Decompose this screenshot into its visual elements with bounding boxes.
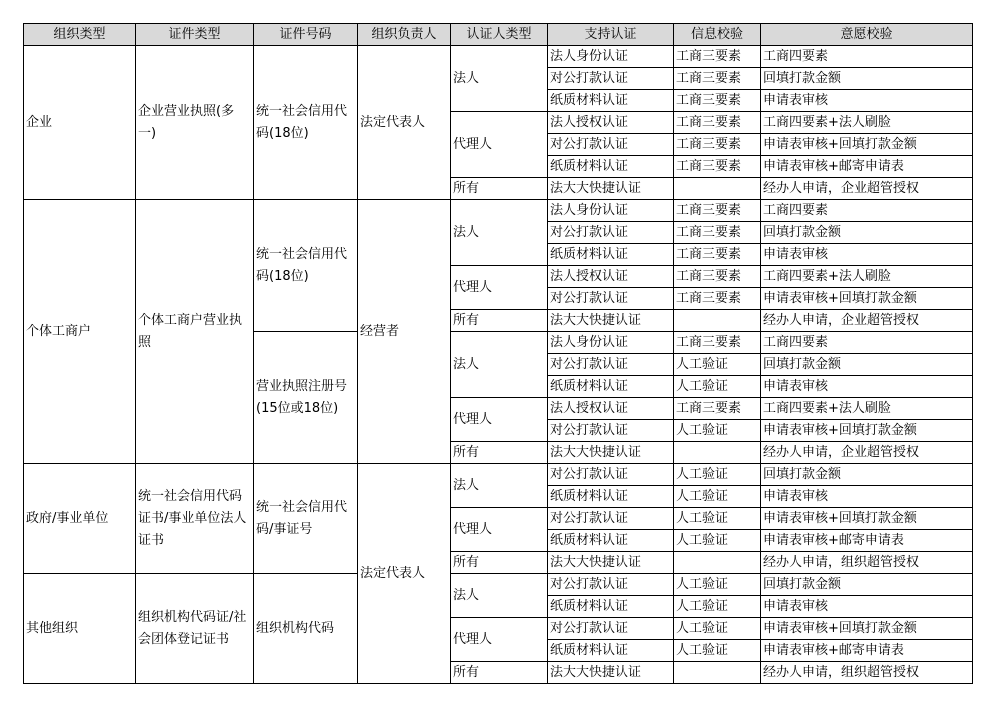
- org-head-cell: 经营者: [358, 200, 451, 464]
- info-cell: 工商三要素: [674, 200, 761, 222]
- table-row: [24, 200, 973, 222]
- info-cell: 工商三要素: [674, 134, 761, 156]
- info-cell: 工商三要素: [674, 332, 761, 354]
- cert-number-cell: 组织机构代码: [254, 574, 358, 684]
- info-cell: 工商三要素: [674, 156, 761, 178]
- role-cell: 法人: [451, 464, 548, 508]
- role-cell: 代理人: [451, 398, 548, 442]
- auth-cell: 法大大快捷认证: [548, 310, 674, 332]
- auth-cell: 法人身份认证: [548, 46, 674, 68]
- info-cell: 人工验证: [674, 464, 761, 486]
- role-cell: 所有: [451, 310, 548, 332]
- will-cell: 回填打款金额: [761, 354, 973, 376]
- info-cell: 人工验证: [674, 376, 761, 398]
- header-org-head: 组织负责人: [358, 24, 451, 46]
- role-cell: 所有: [451, 178, 548, 200]
- auth-cell: 纸质材料认证: [548, 244, 674, 266]
- info-cell: 人工验证: [674, 530, 761, 552]
- will-cell: 申请表审核+邮寄申请表: [761, 530, 973, 552]
- info-cell: [674, 310, 761, 332]
- info-cell: [674, 442, 761, 464]
- role-cell: 所有: [451, 442, 548, 464]
- will-cell: 申请表审核+回填打款金额: [761, 134, 973, 156]
- cert-number-cell: 营业执照注册号(15位或18位): [254, 332, 358, 464]
- will-cell: 工商四要素: [761, 332, 973, 354]
- auth-cell: 法人身份认证: [548, 332, 674, 354]
- will-cell: 回填打款金额: [761, 68, 973, 90]
- auth-cell: 对公打款认证: [548, 134, 674, 156]
- header-org-type: 组织类型: [24, 24, 136, 46]
- will-cell: 经办人申请，企业超管授权: [761, 442, 973, 464]
- auth-cell: 对公打款认证: [548, 464, 674, 486]
- auth-cell: 法大大快捷认证: [548, 178, 674, 200]
- will-cell: 申请表审核+回填打款金额: [761, 618, 973, 640]
- info-cell: 工商三要素: [674, 46, 761, 68]
- will-cell: 经办人申请，组织超管授权: [761, 552, 973, 574]
- info-cell: 工商三要素: [674, 68, 761, 90]
- auth-cell: 纸质材料认证: [548, 376, 674, 398]
- info-cell: 人工验证: [674, 618, 761, 640]
- will-cell: 工商四要素+法人刷脸: [761, 112, 973, 134]
- auth-cell: 纸质材料认证: [548, 156, 674, 178]
- will-cell: 经办人申请，企业超管授权: [761, 310, 973, 332]
- will-cell: 申请表审核+回填打款金额: [761, 288, 973, 310]
- will-cell: 经办人申请，组织超管授权: [761, 662, 973, 684]
- auth-cell: 对公打款认证: [548, 288, 674, 310]
- auth-cell: 法大大快捷认证: [548, 552, 674, 574]
- role-cell: 代理人: [451, 618, 548, 662]
- auth-cell: 纸质材料认证: [548, 640, 674, 662]
- auth-cell: 纸质材料认证: [548, 90, 674, 112]
- role-cell: 法人: [451, 574, 548, 618]
- will-cell: 申请表审核: [761, 596, 973, 618]
- will-cell: 回填打款金额: [761, 464, 973, 486]
- org-type-cell: 政府/事业单位: [24, 464, 136, 574]
- table-row: [24, 46, 973, 68]
- will-cell: 申请表审核: [761, 486, 973, 508]
- info-cell: 人工验证: [674, 420, 761, 442]
- cert-number-cell: 统一社会信用代码(18位): [254, 46, 358, 200]
- will-cell: 工商四要素: [761, 46, 973, 68]
- role-cell: 法人: [451, 332, 548, 398]
- auth-cell: 法大大快捷认证: [548, 442, 674, 464]
- auth-cell: 纸质材料认证: [548, 486, 674, 508]
- info-cell: 人工验证: [674, 354, 761, 376]
- table-row: [24, 464, 973, 486]
- info-cell: 人工验证: [674, 640, 761, 662]
- header-will-check: 意愿校验: [761, 24, 973, 46]
- info-cell: 工商三要素: [674, 112, 761, 134]
- auth-cell: 对公打款认证: [548, 574, 674, 596]
- auth-cell: 法人授权认证: [548, 398, 674, 420]
- header-cert-number: 证件号码: [254, 24, 358, 46]
- table-row: [24, 574, 973, 596]
- will-cell: 回填打款金额: [761, 574, 973, 596]
- auth-cell: 纸质材料认证: [548, 596, 674, 618]
- auth-cell: 对公打款认证: [548, 222, 674, 244]
- info-cell: 工商三要素: [674, 222, 761, 244]
- role-cell: 所有: [451, 552, 548, 574]
- will-cell: 申请表审核: [761, 376, 973, 398]
- auth-cell: 纸质材料认证: [548, 530, 674, 552]
- info-cell: 人工验证: [674, 574, 761, 596]
- header-cert-type: 证件类型: [136, 24, 254, 46]
- info-cell: 人工验证: [674, 596, 761, 618]
- role-cell: 法人: [451, 200, 548, 266]
- auth-cell: 对公打款认证: [548, 354, 674, 376]
- cert-type-cell: 个体工商户营业执照: [136, 200, 254, 464]
- cert-type-cell: 组织机构代码证/社会团体登记证书: [136, 574, 254, 684]
- header-row: [24, 24, 973, 46]
- cert-type-cell: 企业营业执照(多一): [136, 46, 254, 200]
- header-info-check: 信息校验: [674, 24, 761, 46]
- will-cell: 工商四要素+法人刷脸: [761, 398, 973, 420]
- info-cell: 工商三要素: [674, 244, 761, 266]
- cert-number-cell: 统一社会信用代码(18位): [254, 200, 358, 332]
- will-cell: 申请表审核: [761, 90, 973, 112]
- will-cell: 申请表审核+邮寄申请表: [761, 156, 973, 178]
- will-cell: 工商四要素+法人刷脸: [761, 266, 973, 288]
- info-cell: 工商三要素: [674, 90, 761, 112]
- info-cell: 工商三要素: [674, 266, 761, 288]
- role-cell: 代理人: [451, 266, 548, 310]
- will-cell: 工商四要素: [761, 200, 973, 222]
- info-cell: 人工验证: [674, 486, 761, 508]
- auth-cell: 法人身份认证: [548, 200, 674, 222]
- auth-cell: 法人授权认证: [548, 266, 674, 288]
- auth-cell: 法人授权认证: [548, 112, 674, 134]
- role-cell: 法人: [451, 46, 548, 112]
- will-cell: 回填打款金额: [761, 222, 973, 244]
- auth-cell: 对公打款认证: [548, 508, 674, 530]
- header-supported-auth: 支持认证: [548, 24, 674, 46]
- header-auth-role: 认证人类型: [451, 24, 548, 46]
- role-cell: 代理人: [451, 508, 548, 552]
- info-cell: [674, 178, 761, 200]
- info-cell: 工商三要素: [674, 398, 761, 420]
- org-type-cell: 企业: [24, 46, 136, 200]
- will-cell: 申请表审核: [761, 244, 973, 266]
- org-head-cell: 法定代表人: [358, 46, 451, 200]
- auth-cell: 对公打款认证: [548, 618, 674, 640]
- cert-type-cell: 统一社会信用代码证书/事业单位法人证书: [136, 464, 254, 574]
- info-cell: [674, 552, 761, 574]
- info-cell: 人工验证: [674, 508, 761, 530]
- org-type-cell: 其他组织: [24, 574, 136, 684]
- info-cell: 工商三要素: [674, 288, 761, 310]
- will-cell: 申请表审核+邮寄申请表: [761, 640, 973, 662]
- auth-cell: 对公打款认证: [548, 420, 674, 442]
- info-cell: [674, 662, 761, 684]
- will-cell: 经办人申请，企业超管授权: [761, 178, 973, 200]
- will-cell: 申请表审核+回填打款金额: [761, 508, 973, 530]
- org-head-cell: 法定代表人: [358, 464, 451, 684]
- auth-cell: 对公打款认证: [548, 68, 674, 90]
- role-cell: 代理人: [451, 112, 548, 178]
- role-cell: 所有: [451, 662, 548, 684]
- org-type-cell: 个体工商户: [24, 200, 136, 464]
- certification-table: [23, 23, 973, 684]
- will-cell: 申请表审核+回填打款金额: [761, 420, 973, 442]
- auth-cell: 法大大快捷认证: [548, 662, 674, 684]
- cert-number-cell: 统一社会信用代码/事证号: [254, 464, 358, 574]
